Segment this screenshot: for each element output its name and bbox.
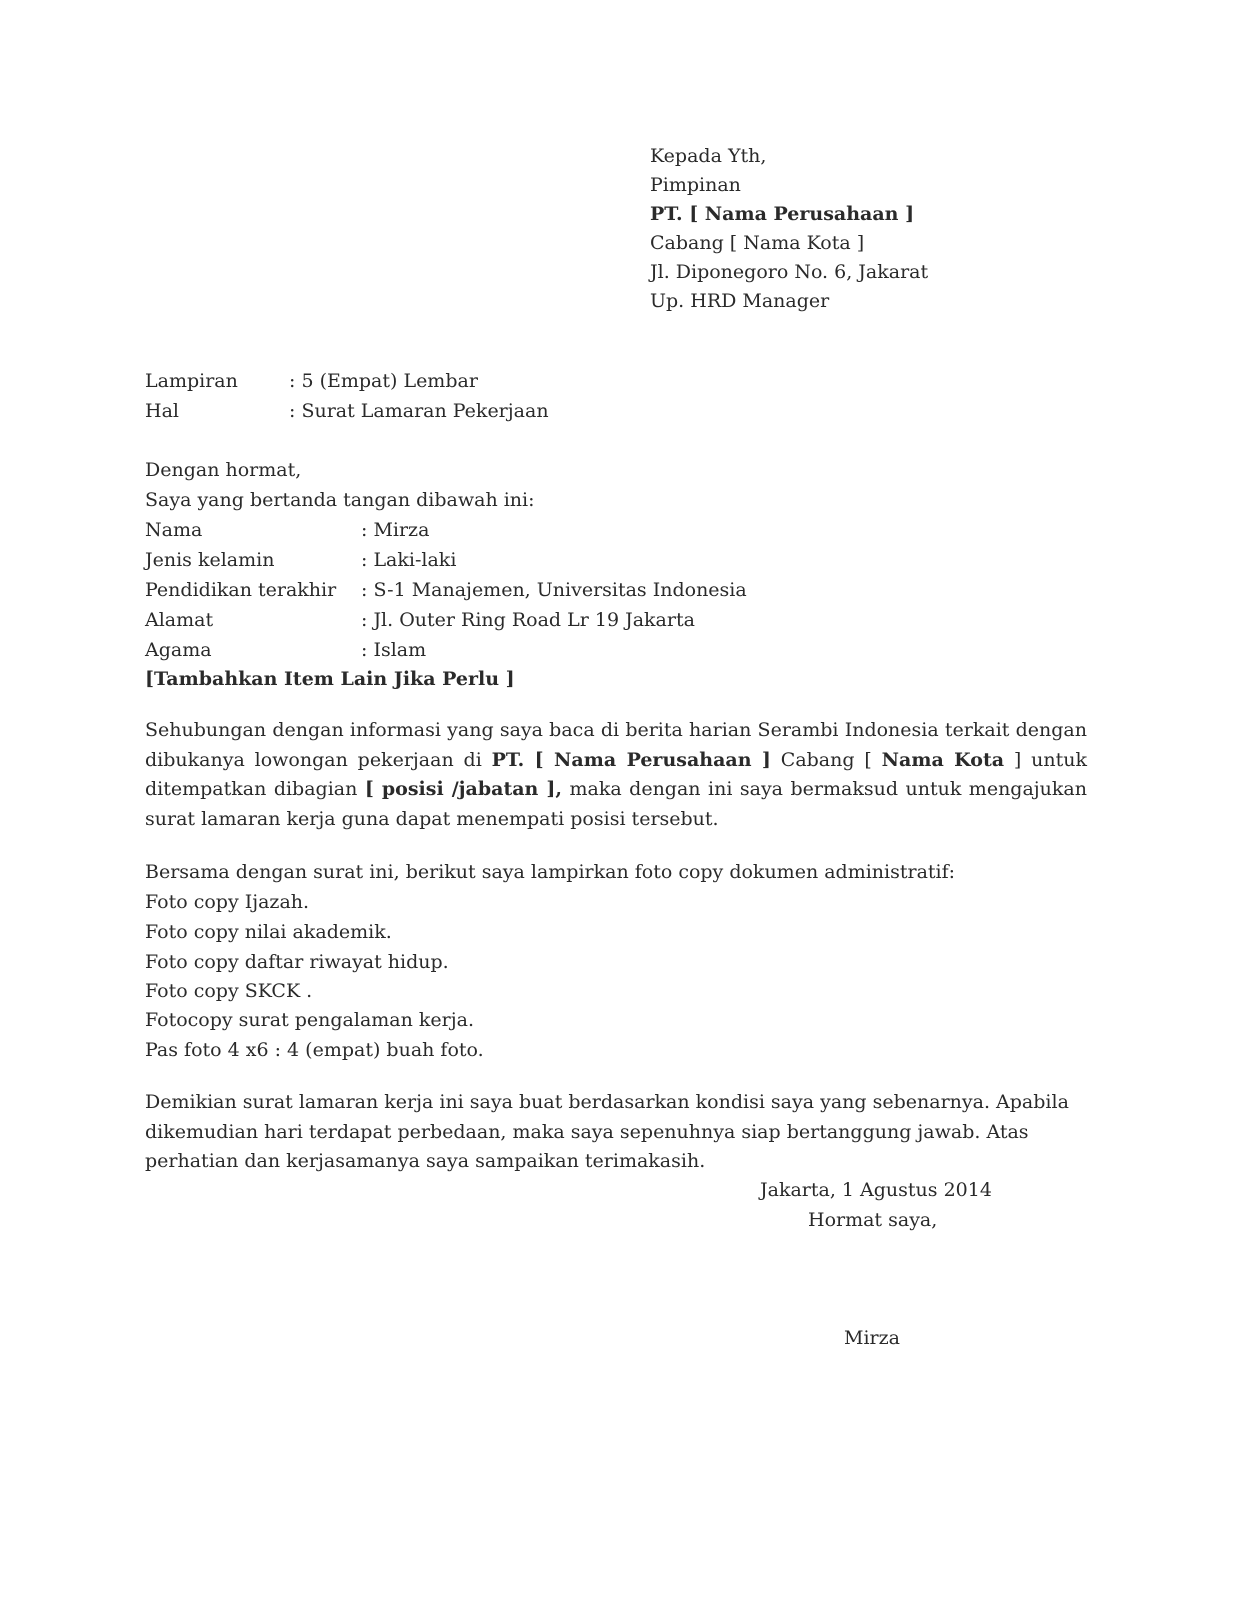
identity-value-religion: : Islam bbox=[361, 639, 427, 661]
identity-label-gender: Jenis kelamin bbox=[145, 549, 275, 571]
paragraph-application-part2: Cabang [ bbox=[770, 748, 882, 771]
attachment-item: Pas foto 4 x6 : 4 (empat) buah foto. bbox=[145, 1039, 484, 1061]
paragraph-application-part1: Sehubungan dengan informasi yang saya baca di berita harian Serambi Indonesia terkait dengan dibukanya lowongan pekerjaan di bbox=[145, 719, 1087, 771]
attachment-item: Foto copy Ijazah. bbox=[145, 891, 310, 913]
identity-label-religion: Agama bbox=[145, 639, 212, 661]
attachment-item: Foto copy daftar riwayat hidup. bbox=[145, 951, 449, 973]
paragraph-city: Nama Kota bbox=[881, 748, 1005, 771]
lampiran-value: : 5 (Empat) Lembar bbox=[289, 370, 478, 392]
signature-name: Mirza bbox=[844, 1327, 900, 1349]
lampiran-label: Lampiran bbox=[145, 370, 238, 392]
extra-items-note: [Tambahkan Item Lain Jika Perlu ] bbox=[145, 668, 515, 690]
hal-value: : Surat Lamaran Pekerjaan bbox=[289, 400, 549, 422]
recipient-title: Pimpinan bbox=[650, 174, 741, 196]
closing-paragraph: Demikian surat lamaran kerja ini saya buat berdasarkan kondisi saya yang sebenarnya. Apabila dikemudian hari terdapat perbedaan, maka saya sepenuhnya siap bertanggung jawab. Atas perhatian dan kerjasamanya saya sampaikan terimakasih. bbox=[145, 1091, 1069, 1172]
recipient-address: Jl. Diponegoro No. 6, Jakarat bbox=[650, 261, 929, 283]
paragraph-position: [ posisi /jabatan ], bbox=[364, 778, 563, 800]
paragraph-application-part4: maka dengan ini saya bermaksud untuk mengajukan surat lamaran kerja guna dapat menempati posisi tersebut. bbox=[145, 778, 1087, 830]
identity-label-name: Nama bbox=[145, 519, 203, 541]
identity-label-education: Pendidikan terakhir bbox=[145, 579, 337, 601]
recipient-company: PT. [ Nama Perusahaan ] bbox=[650, 203, 915, 225]
attachment-item: Foto copy nilai akademik. bbox=[145, 921, 392, 943]
recipient-branch: Cabang [ Nama Kota ] bbox=[650, 232, 865, 254]
identity-value-gender: : Laki-laki bbox=[361, 549, 457, 571]
recipient-salutation: Kepada Yth, bbox=[650, 145, 767, 167]
recipient-attention: Up. HRD Manager bbox=[650, 290, 830, 312]
intro-text: Saya yang bertanda tangan dibawah ini: bbox=[145, 489, 535, 511]
paragraph-company: PT. [ Nama Perusahaan ] bbox=[491, 748, 771, 771]
identity-label-address: Alamat bbox=[145, 609, 214, 631]
signature-regards: Hormat saya, bbox=[808, 1209, 938, 1231]
identity-value-address: : Jl. Outer Ring Road Lr 19 Jakarta bbox=[361, 609, 695, 631]
identity-value-name: : Mirza bbox=[361, 519, 430, 541]
paragraph-application bbox=[145, 716, 1087, 834]
hal-label: Hal bbox=[145, 400, 179, 422]
greeting: Dengan hormat, bbox=[145, 459, 302, 481]
attachments-intro: Bersama dengan surat ini, berikut saya lampirkan foto copy dokumen administratif: bbox=[145, 861, 956, 883]
signature-place-date: Jakarta, 1 Agustus 2014 bbox=[760, 1179, 992, 1201]
paragraph-application-part3: ] untuk ditempatkan dibagian bbox=[145, 748, 1087, 800]
attachment-item: Foto copy SKCK . bbox=[145, 980, 313, 1002]
identity-value-education: : S-1 Manajemen, Universitas Indonesia bbox=[361, 579, 747, 601]
attachment-item: Fotocopy surat pengalaman kerja. bbox=[145, 1009, 475, 1031]
recipient-block bbox=[650, 142, 928, 316]
